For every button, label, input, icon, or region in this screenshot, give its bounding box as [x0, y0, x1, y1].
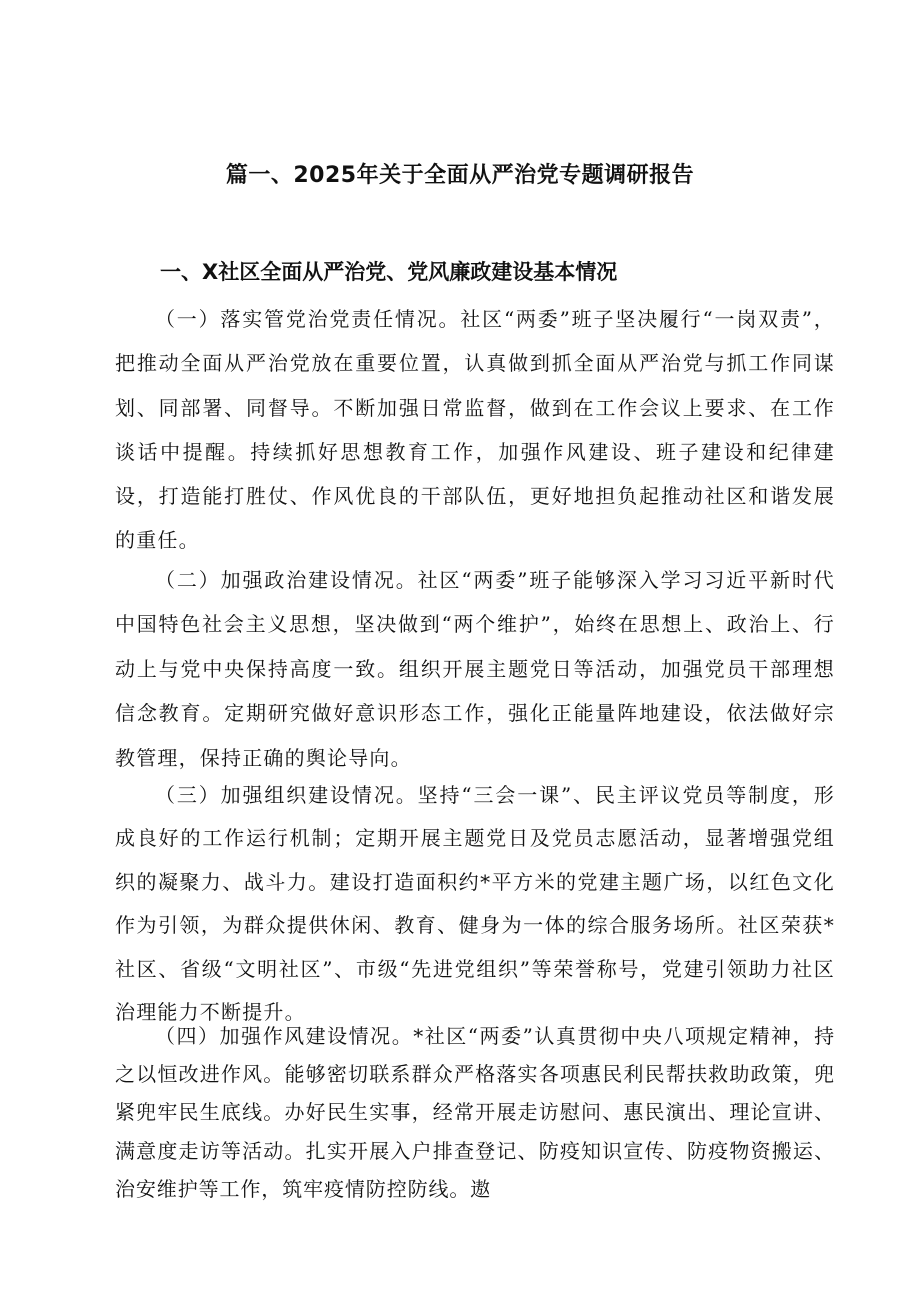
paragraph-political-building: （二）加强政治建设情况。社区“两委”班子能够深入学习习近平新时代中国特色社会主义思想，坚决做到“两个维护”，始终在思想上、政治上、行动上与党中央保持高度一致。组织开展主题党日等活动，加强党员干部理想信念教育。定期研究做好意识形态工作，强化正能量阵地建设，依法做好宗教管理，保持正确的舆论导向。 — [115, 568, 835, 770]
paragraph-organization-building: （三）加强组织建设情况。坚持“三会一课”、民主评议党员等制度，形成良好的工作运行机制；定期开展主题党日及党员志愿活动，显著增强党组织的凝聚力、战斗力。建设打造面积约*平方米的党建主题广场，以红色文化作为引领，为群众提供休闲、教育、健身为一体的综合服务场所。社区荣获*社区、省级“文明社区”、市级“先进党组织”等荣誉称号，党建引领助力社区治理能力不断提升。 — [115, 783, 835, 1025]
document-title: 篇一、2025年关于全面从严治党专题调研报告 — [225, 163, 695, 188]
paragraph-work-style-building: （四）加强作风建设情况。*社区“两委”认真贯彻中央八项规定精神，持之以恒改进作风。能够密切联系群众严格落实各项惠民利民帮扶救助政策，兜紧兜牢民生底线。办好民生实事，经常开展走访慰问、惠民演出、理论宣讲、满意度走访等活动。扎实开展入户排查登记、防疫知识宣传、防疫物资搬运、治安维护等工作，筑牢疫情防控防线。遨 — [115, 1024, 835, 1201]
paragraph-responsibility: （一）落实管党治党责任情况。社区“两委”班子坚决履行“一岗双责”，把推动全面从严治党放在重要位置，认真做到抓全面从严治党与抓工作同谋划、同部署、同督导。不断加强日常监督，做到在工作会议上要求、在工作谈话中提醒。持续抓好思想教育工作，加强作风建设、班子建设和纪律建设，打造能打胜仗、作风优良的干部队伍，更好地担负起推动社区和谐发展的重任。 — [115, 307, 835, 553]
section-heading: 一、X社区全面从严治党、党风廉政建设基本情况 — [160, 260, 618, 284]
